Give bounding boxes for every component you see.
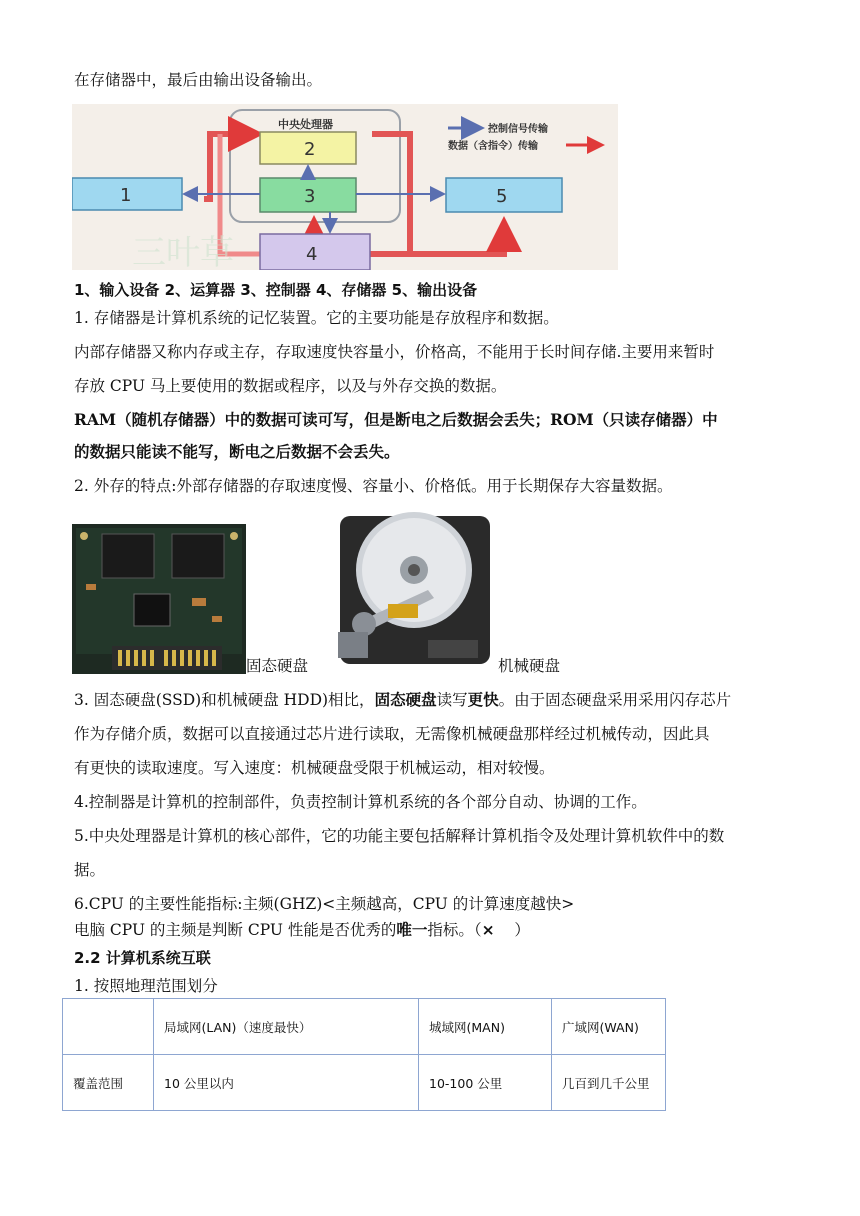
section-title: 2.2 计算机系统互联 [74, 949, 211, 967]
table-cell: 覆盖范围 [63, 1055, 154, 1111]
table-cell: 广域网(WAN) [552, 999, 666, 1055]
paragraph-cpu-metric: 6.CPU 的主要性能指标:主频(GHZ)<主频越高，CPU 的计算速度越快> [74, 895, 575, 913]
paragraph-ram-rom-a: RAM（随机存储器）中的数据可读可写，但是断电之后数据会丢失；ROM（只读存储器）中 [74, 410, 718, 429]
paragraph-controller: 4.控制器是计算机的控制部件，负责控制计算机系统的各个部分自动、协调的工作。 [74, 793, 647, 811]
ssd-hdd-a-post: 。由于固态硬盘采用采用闪存芯片 [498, 691, 732, 709]
ssd-hdd-a-pre: 3. 固态硬盘(SSD)和机械硬盘 HDD)相比， [74, 691, 375, 709]
legend-data-label: 数据（含指令）传输 [448, 141, 538, 152]
paragraph-geography: 1. 按照地理范围划分 [74, 977, 218, 995]
paragraph-ssd-hdd-a [74, 690, 731, 710]
data-path-4 [362, 222, 504, 254]
box-1-label: 1 [120, 185, 132, 206]
cpu-frequency-pre: 电脑 CPU 的主频是判断 CPU 性能是否优秀的 [74, 921, 397, 939]
table-cell [63, 999, 154, 1055]
table-cell: 10 公里以内 [154, 1055, 419, 1111]
ssd-photo [72, 524, 246, 674]
ssd-hdd-a-bold2: 更快 [467, 690, 499, 709]
table-cell: 10-100 公里 [419, 1055, 552, 1111]
intro-line: 在存储器中，最后由输出设备输出。 [74, 71, 323, 89]
legend-control-label: 控制信号传输 [488, 124, 548, 135]
paragraph-ssd-hdd-c: 有更快的读取速度。写入速度：机械硬盘受限于机械运动，相对较慢。 [74, 759, 555, 777]
ssd-hdd-a-mid: 读写 [436, 691, 468, 709]
paragraph-cpu-frequency [74, 920, 530, 940]
box-3-label: 3 [304, 186, 316, 207]
table-cell: 城域网(MAN) [419, 999, 552, 1055]
box-4-label: 4 [306, 244, 318, 265]
computer-architecture-diagram [72, 104, 618, 270]
table-row [63, 1055, 666, 1111]
cpu-title: 中央处理器 [278, 118, 333, 131]
cpu-frequency-mid: 指标。（ [427, 921, 482, 939]
box-2-label: 2 [304, 139, 316, 160]
ssd-caption: 固态硬盘 [246, 657, 309, 675]
paragraph-storage-1: 1. 存储器是计算机系统的记忆装置。它的主要功能是存放程序和数据。 [74, 309, 559, 327]
network-types-table [62, 998, 666, 1111]
table-header-row [63, 999, 666, 1055]
paragraph-cpu-b: 据。 [74, 861, 106, 879]
box-5-label: 5 [496, 186, 508, 207]
paragraph-internal-storage-b: 存放 CPU 马上要使用的数据或程序，以及与外存交换的数据。 [74, 377, 507, 395]
cpu-frequency-bold: 唯一 [396, 920, 428, 939]
ssd-hdd-a-bold1: 固态硬盘 [374, 690, 437, 709]
cpu-frequency-mark: × [481, 921, 495, 939]
paragraph-external-storage: 2. 外存的特点:外部存储器的存取速度慢、容量小、价格低。用于长期保存大容量数据。 [74, 477, 673, 495]
paragraph-ssd-hdd-b: 作为存储介质，数据可以直接通过芯片进行读取，无需像机械硬盘那样经过机械传动，因此具 [74, 725, 710, 743]
hdd-caption: 机械硬盘 [498, 657, 561, 675]
cpu-frequency-post: ） [494, 921, 530, 939]
watermark: 三叶草 [132, 233, 234, 270]
table-cell: 局域网(LAN)（速度最快） [154, 999, 419, 1055]
paragraph-internal-storage-a: 内部存储器又称内存或主存，存取速度快容量小，价格高，不能用于长时间存储.主要用来暂时 [74, 343, 715, 361]
diagram-caption: 1、输入设备 2、运算器 3、控制器 4、存储器 5、输出设备 [74, 281, 478, 299]
hdd-photo [318, 512, 496, 676]
paragraph-ram-rom-b: 的数据只能读不能写，断电之后数据不会丢失。 [74, 442, 400, 461]
table-cell: 几百到几千公里 [552, 1055, 666, 1111]
paragraph-cpu-a: 5.中央处理器是计算机的核心部件，它的功能主要包括解释计算机指令及处理计算机软件中的数 [74, 827, 725, 845]
